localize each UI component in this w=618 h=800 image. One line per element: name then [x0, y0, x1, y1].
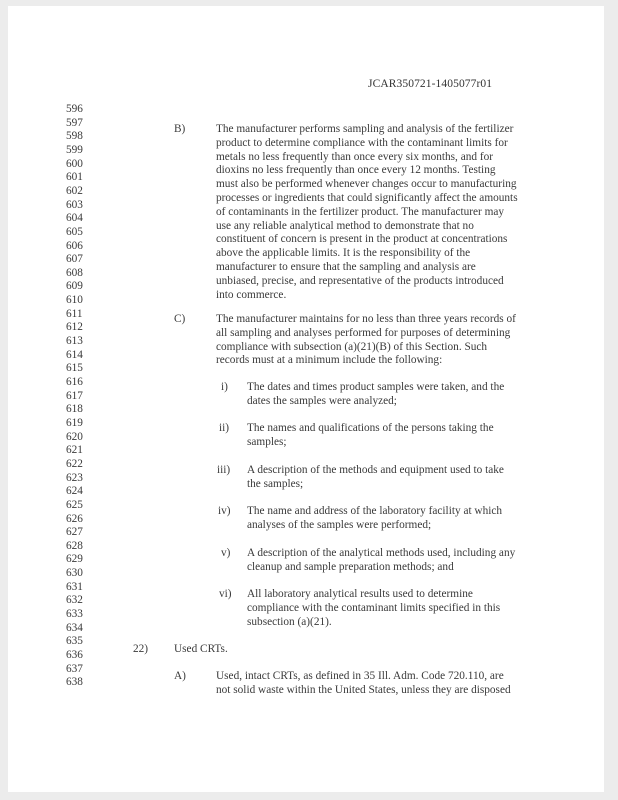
line-number: 632: [66, 594, 83, 607]
text-line: The dates and times product samples were taken, and the: [247, 381, 505, 393]
text-line: above the applicable limits. It is the responsibility of the: [216, 247, 471, 260]
line-number: 627: [66, 526, 83, 539]
section-22a-label: A): [174, 670, 186, 682]
section-c-text: [216, 313, 516, 368]
line-number: 605: [66, 225, 83, 238]
line-number: 597: [66, 116, 83, 129]
text-line: records must at a minimum include the following:: [216, 354, 443, 367]
section-b-text: [216, 123, 518, 302]
line-number: 637: [66, 662, 83, 675]
text-line: of contaminants in the fertilizer product. The manufacturer may: [216, 205, 505, 218]
text-line: the samples;: [247, 477, 304, 490]
text-line: not solid waste within the United States, unless they are disposed: [216, 683, 511, 696]
text-line: constituent of concern is present in the product at concentrations: [216, 233, 508, 246]
line-number: 600: [66, 157, 83, 170]
item-v-text: [247, 547, 515, 575]
line-number: 631: [66, 580, 83, 593]
text-line: The manufacturer maintains for no less than three years records of: [216, 313, 516, 325]
line-number: 604: [66, 212, 83, 225]
section-22-label: 22): [133, 643, 149, 655]
text-line: unbiased, precise, and representative of the products introduced: [216, 274, 504, 287]
line-number: 601: [66, 171, 83, 184]
item-iv-label: iv): [218, 505, 231, 517]
line-number: 609: [66, 280, 83, 293]
text-line: subsection (a)(21).: [247, 615, 332, 628]
line-number: 617: [66, 389, 83, 402]
text-line: compliance with the contaminant limits specified in this: [247, 601, 501, 614]
item-ii-text: [247, 422, 494, 450]
line-number: 628: [66, 539, 83, 552]
line-number: 623: [66, 471, 83, 484]
text-line: must also be performed whenever changes occur to manufacturing: [216, 178, 517, 191]
text-line: use any reliable analytical method to demonstrate that no: [216, 219, 474, 232]
text-line: samples;: [247, 435, 287, 448]
line-number: 608: [66, 266, 83, 279]
line-number: 618: [66, 403, 83, 416]
section-22a-text: [216, 670, 511, 698]
line-number: 602: [66, 184, 83, 197]
line-number: 624: [66, 485, 83, 498]
line-number: 629: [66, 553, 83, 566]
text-line: all sampling and analyses performed for purposes of determining: [216, 326, 511, 339]
text-line: product to determine compliance with the contaminant limits for: [216, 136, 508, 149]
line-number: 615: [66, 362, 83, 375]
line-number: 638: [66, 676, 83, 689]
item-i-text: [247, 381, 504, 409]
section-c-label: C): [174, 313, 186, 325]
line-number: 607: [66, 253, 83, 266]
line-number: 603: [66, 198, 83, 211]
line-number: 633: [66, 608, 83, 621]
text-line: A description of the analytical methods used, including any: [247, 547, 516, 559]
line-number: 612: [66, 321, 83, 334]
text-line: into commerce.: [216, 288, 287, 301]
line-number: 598: [66, 130, 83, 143]
section-b-label: B): [174, 123, 186, 135]
text-line: The names and qualifications of the persons taking the: [247, 422, 494, 434]
item-i-label: i): [221, 381, 228, 393]
line-number: 630: [66, 567, 83, 580]
item-iii-text: [247, 464, 504, 492]
text-line: analyses of the samples were performed;: [247, 518, 432, 531]
item-iv-text: [247, 505, 502, 533]
text-line: metals no less frequently than once every six months, and for: [216, 150, 494, 163]
text-line: manufacturer to ensure that the sampling and analysis are: [216, 260, 476, 273]
line-number: 606: [66, 239, 83, 252]
line-number: 619: [66, 416, 83, 429]
item-vi-label: vi): [219, 588, 232, 600]
line-number: 634: [66, 621, 83, 634]
text-line: dates the samples were analyzed;: [247, 394, 397, 407]
line-number: 635: [66, 635, 83, 648]
text-line: Used, intact CRTs, as defined in 35 Ill. Adm. Code 720.110, are: [216, 670, 504, 682]
item-iii-label: iii): [217, 464, 231, 476]
document-page: [8, 6, 604, 792]
line-number: 614: [66, 348, 83, 361]
text-line: dioxins no less frequently than once every 12 months. Testing: [216, 164, 496, 177]
item-v-label: v): [221, 547, 231, 559]
line-number: 622: [66, 457, 83, 470]
line-number: 621: [66, 444, 83, 457]
text-line: processes or ingredients that could significantly affect the amounts: [216, 191, 518, 204]
text-line: A description of the methods and equipment used to take: [247, 464, 504, 476]
line-number: 610: [66, 294, 83, 307]
line-number: 611: [66, 307, 83, 320]
text-line: The name and address of the laboratory facility at which: [247, 505, 503, 517]
line-number: 596: [66, 103, 83, 115]
line-number: 613: [66, 335, 83, 348]
text-line: All laboratory analytical results used to determine: [247, 588, 473, 600]
section-22-title: Used CRTs.: [174, 643, 228, 655]
line-number: 620: [66, 430, 83, 443]
text-line: compliance with subsection (a)(21)(B) of this Section. Such: [216, 340, 488, 353]
line-number: 616: [66, 376, 83, 388]
text-line: cleanup and sample preparation methods; and: [247, 560, 454, 573]
item-ii-label: ii): [219, 422, 230, 434]
text-line: The manufacturer performs sampling and analysis of the fertilizer: [216, 123, 514, 135]
line-number: 625: [66, 498, 83, 511]
line-number: 626: [66, 512, 83, 525]
document-id: JCAR350721-1405077r01: [368, 78, 493, 90]
item-vi-text: [247, 588, 500, 629]
line-number: 599: [66, 143, 83, 156]
line-number: 636: [66, 649, 83, 661]
